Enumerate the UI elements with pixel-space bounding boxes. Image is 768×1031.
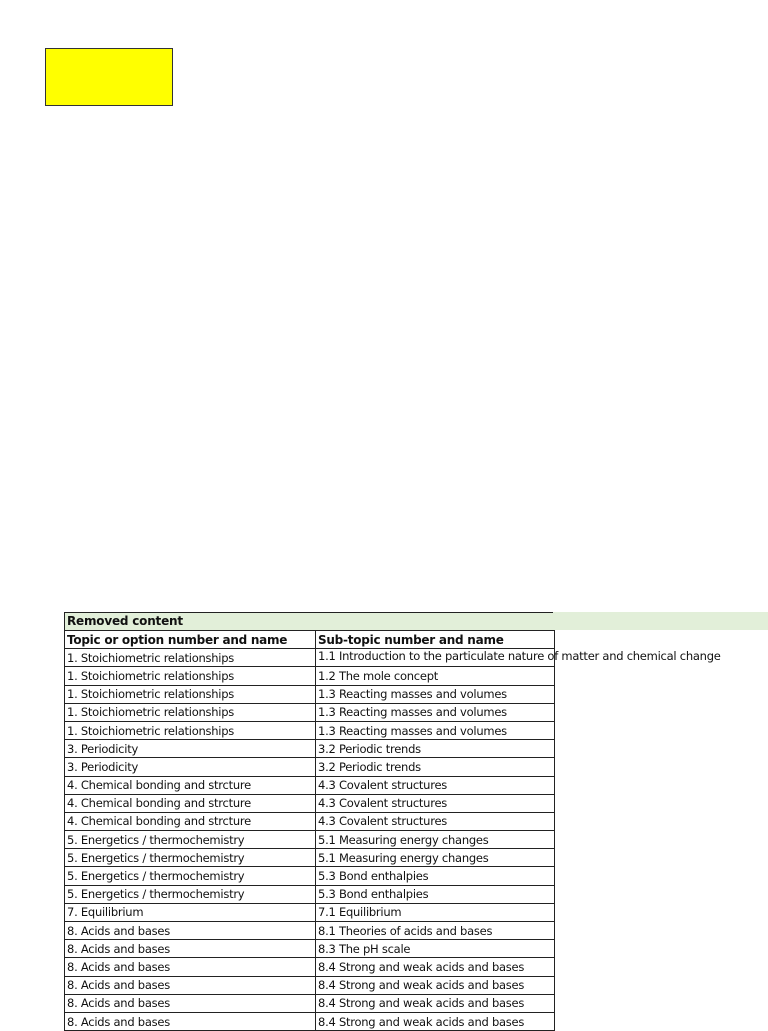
- table-header-row: [65, 631, 555, 649]
- topic-cell: 5. Energetics / thermochemistry: [65, 831, 316, 849]
- subtopic-cell: 5.1 Measuring energy changes: [316, 849, 555, 867]
- table-row: [65, 867, 555, 885]
- section-title: Removed content: [64, 612, 553, 630]
- topic-cell: 1. Stoichiometric relationships: [65, 685, 316, 703]
- table-row: [65, 758, 555, 776]
- subtopic-cell: 5.1 Measuring energy changes: [316, 831, 555, 849]
- topic-cell: 8. Acids and bases: [65, 994, 316, 1012]
- topic-cell: 5. Energetics / thermochemistry: [65, 885, 316, 903]
- yellow-highlight-box: [45, 48, 173, 106]
- table-row: [65, 667, 555, 685]
- subtopic-cell: 3.2 Periodic trends: [316, 758, 555, 776]
- topic-cell: 5. Energetics / thermochemistry: [65, 849, 316, 867]
- topic-cell: 8. Acids and bases: [65, 958, 316, 976]
- topic-cell: 7. Equilibrium: [65, 903, 316, 921]
- topic-cell: 8. Acids and bases: [65, 940, 316, 958]
- table-row: [65, 976, 555, 994]
- topic-cell: 1. Stoichiometric relationships: [65, 703, 316, 721]
- subtopic-text: 1.1 Introduction to the particulate nature of matter and chemical change: [318, 648, 721, 663]
- topic-cell: 1. Stoichiometric relationships: [65, 649, 316, 667]
- subtopic-cell: 3.2 Periodic trends: [316, 740, 555, 758]
- table-row: [65, 740, 555, 758]
- table-row: [65, 903, 555, 921]
- topic-cell: 8. Acids and bases: [65, 976, 316, 994]
- table-row: [65, 849, 555, 867]
- table-row: [65, 940, 555, 958]
- subtopic-cell: 4.3 Covalent structures: [316, 794, 555, 812]
- topic-cell: 4. Chemical bonding and strcture: [65, 812, 316, 830]
- table-body: [65, 648, 721, 1031]
- table-row: [65, 649, 555, 667]
- topic-cell: 3. Periodicity: [65, 740, 316, 758]
- topic-cell: 8. Acids and bases: [65, 1012, 316, 1030]
- table-row: [65, 922, 555, 940]
- subtopic-cell: 5.3 Bond enthalpies: [316, 885, 555, 903]
- table-row: [65, 958, 555, 976]
- subtopic-cell: 8.4 Strong and weak acids and bases: [316, 976, 555, 994]
- subtopic-cell: 8.1 Theories of acids and bases: [316, 922, 555, 940]
- topic-cell: 1. Stoichiometric relationships: [65, 667, 316, 685]
- subtopic-cell: 1.3 Reacting masses and volumes: [316, 721, 555, 739]
- table-row: [65, 831, 555, 849]
- topic-cell: 3. Periodicity: [65, 758, 316, 776]
- topic-cell: 1. Stoichiometric relationships: [65, 721, 316, 739]
- table-row: [65, 794, 555, 812]
- subtopic-cell: 7.1 Equilibrium: [316, 903, 555, 921]
- subtopic-cell: 8.4 Strong and weak acids and bases: [316, 958, 555, 976]
- header-topic: Topic or option number and name: [65, 631, 316, 649]
- topic-cell: 4. Chemical bonding and strcture: [65, 794, 316, 812]
- table-row: [65, 885, 555, 903]
- table-row: [65, 776, 555, 794]
- subtopic-cell: 8.4 Strong and weak acids and bases: [316, 1012, 555, 1030]
- subtopic-cell: 8.3 The pH scale: [316, 940, 555, 958]
- table-row: [65, 703, 555, 721]
- table-row: [65, 1012, 555, 1030]
- table-row: [65, 812, 555, 830]
- subtopic-cell: 1.3 Reacting masses and volumes: [316, 703, 555, 721]
- table-row: [65, 721, 555, 739]
- header-subtopic: Sub-topic number and name: [316, 631, 555, 649]
- removed-content-table: [64, 630, 721, 1031]
- subtopic-cell: 5.3 Bond enthalpies: [316, 867, 555, 885]
- subtopic-cell: 4.3 Covalent structures: [316, 812, 555, 830]
- subtopic-cell: 4.3 Covalent structures: [316, 776, 555, 794]
- topic-cell: 5. Energetics / thermochemistry: [65, 867, 316, 885]
- subtopic-cell: 1.3 Reacting masses and volumes: [316, 685, 555, 703]
- topic-cell: 8. Acids and bases: [65, 922, 316, 940]
- subtopic-cell: 1.2 The mole concept: [316, 667, 555, 685]
- subtopic-cell: [316, 648, 721, 667]
- table-row: [65, 994, 555, 1012]
- topic-cell: 4. Chemical bonding and strcture: [65, 776, 316, 794]
- table-row: [65, 685, 555, 703]
- subtopic-cell: 8.4 Strong and weak acids and bases: [316, 994, 555, 1012]
